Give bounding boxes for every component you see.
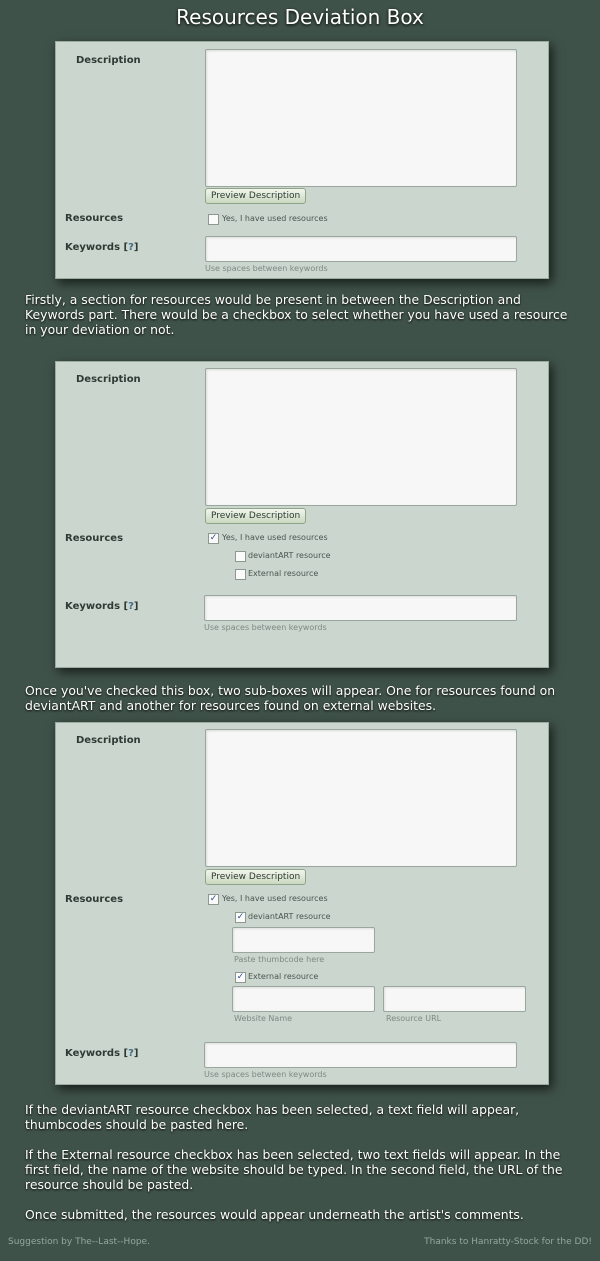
- description-label: Description: [76, 374, 141, 385]
- resources-label: Resources: [65, 894, 124, 905]
- page-title: Resources Deviation Box: [176, 5, 424, 29]
- resources-checkbox-label: Yes, I have used resources: [222, 894, 328, 903]
- keywords-hint: Use spaces between keywords: [204, 1070, 327, 1079]
- thumbcode-hint: Paste thumbcode here: [234, 955, 325, 964]
- description-textarea[interactable]: [205, 729, 517, 867]
- website-name-hint: Website Name: [234, 1014, 293, 1023]
- caption-step2: Once you've checked this box, two sub-boxes will appear. One for resources found on deviantART and another for resources found on external websites.: [25, 683, 556, 713]
- resources-checkbox-label: Yes, I have used resources: [222, 214, 328, 223]
- resources-checkbox[interactable]: ✓: [209, 533, 218, 543]
- keywords-help-link[interactable]: ?: [128, 1048, 134, 1059]
- caption-step3c: Once submitted, the resources would appear underneath the artist's comments.: [25, 1207, 524, 1222]
- keywords-input[interactable]: [204, 1042, 517, 1068]
- form-panel-subfields: [55, 722, 549, 1085]
- keywords-input[interactable]: [205, 236, 517, 262]
- resources-label: Resources: [65, 213, 124, 224]
- resource-url-hint: Resource URL: [386, 1014, 442, 1023]
- keywords-help-link[interactable]: ?: [128, 242, 134, 253]
- deviantart-resource-label: deviantART resource: [248, 912, 331, 921]
- form-panel-initial: [55, 41, 549, 279]
- thumbcode-input[interactable]: [232, 927, 375, 953]
- keywords-label: Keywords [?]: [65, 601, 139, 612]
- keywords-input[interactable]: [204, 595, 517, 621]
- description-textarea[interactable]: [205, 49, 517, 187]
- deviantart-resource-checkbox[interactable]: [235, 551, 246, 562]
- keywords-hint: Use spaces between keywords: [205, 264, 328, 273]
- external-resource-checkbox[interactable]: ✓: [236, 972, 245, 982]
- preview-description-button[interactable]: Preview Description: [205, 869, 306, 885]
- keywords-label-text: Keywords: [65, 601, 121, 612]
- website-name-input[interactable]: [232, 986, 375, 1012]
- keywords-help-link[interactable]: ?: [128, 601, 134, 612]
- deviantart-resource-checkbox[interactable]: ✓: [236, 912, 245, 922]
- external-resource-label: External resource: [248, 569, 319, 578]
- description-label: Description: [76, 735, 141, 746]
- description-label: Description: [76, 55, 141, 66]
- resources-label: Resources: [65, 533, 124, 544]
- external-resource-label: External resource: [248, 972, 319, 981]
- form-panel-resources-checked: [55, 361, 549, 668]
- description-textarea[interactable]: [205, 368, 517, 506]
- resources-checkbox[interactable]: [208, 214, 219, 225]
- keywords-label: Keywords [?]: [65, 1048, 139, 1059]
- resource-url-input[interactable]: [383, 986, 526, 1012]
- keywords-hint: Use spaces between keywords: [204, 623, 327, 632]
- preview-description-button[interactable]: Preview Description: [205, 508, 306, 524]
- resources-checkbox-label: Yes, I have used resources: [222, 533, 328, 542]
- caption-step3b: If the External resource checkbox has been selected, two text fields will appear. In the first field, the name of the website should be typed. In the second field, the URL of the resource should be pasted.: [25, 1147, 563, 1192]
- deviantart-resource-label: deviantART resource: [248, 551, 331, 560]
- caption-step3a: If the deviantART resource checkbox has been selected, a text field will appear, thumbcodes should be pasted here.: [25, 1102, 520, 1132]
- caption-step1: Firstly, a section for resources would be present in between the Description and Keywords part. There would be a checkbox to select whether you have used a resource in your deviation or not.: [25, 292, 568, 337]
- resources-checkbox[interactable]: ✓: [209, 894, 218, 904]
- keywords-label-text: Keywords: [65, 242, 121, 253]
- keywords-label-text: Keywords: [65, 1048, 121, 1059]
- keywords-label: Keywords [?]: [65, 242, 139, 253]
- footer-credit-left: Suggestion by The--Last--Hope.: [8, 1237, 150, 1247]
- preview-description-button[interactable]: Preview Description: [205, 188, 306, 204]
- external-resource-checkbox[interactable]: [235, 569, 246, 580]
- footer-credit-right: Thanks to Hanratty-Stock for the DD!: [424, 1237, 592, 1247]
